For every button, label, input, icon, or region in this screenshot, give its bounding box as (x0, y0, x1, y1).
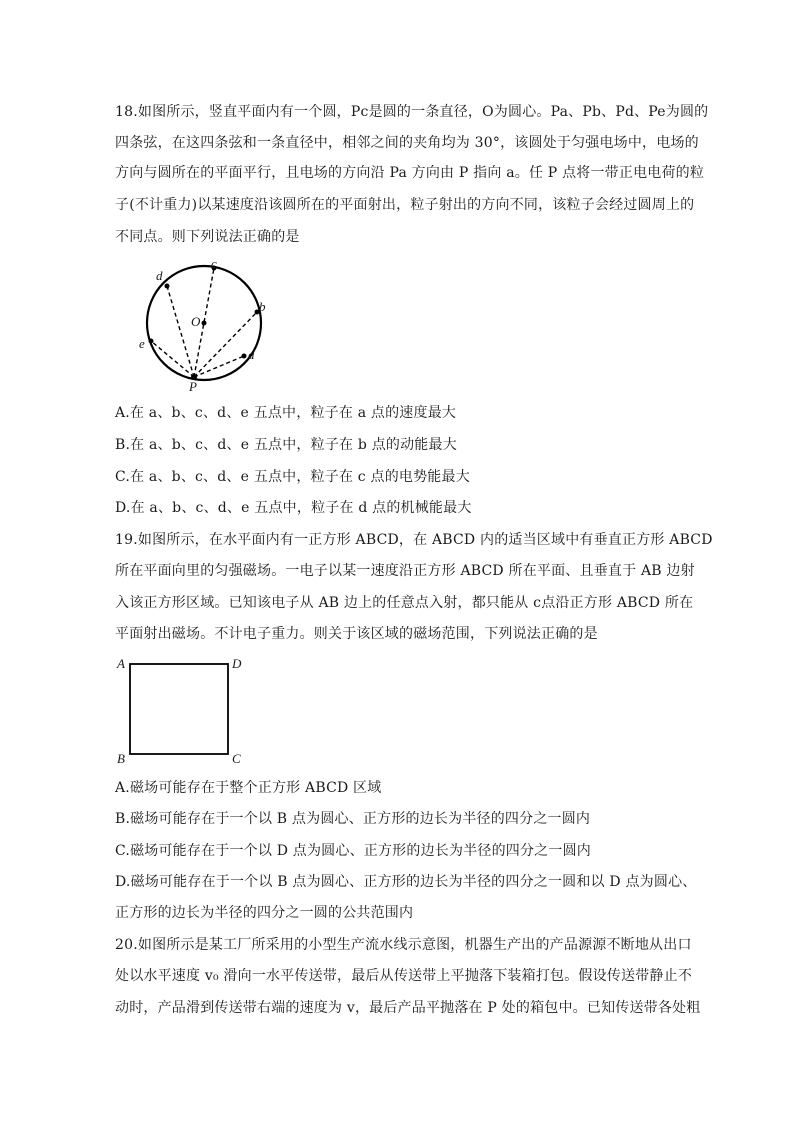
q20-stem-line-1: 20.如图所示是某工厂所采用的小型生产流水线示意图，机器生产出的产品源源不断地从出口 (115, 937, 692, 953)
q19-option-d: D.磁场可能存在于一个以 B 点为圆心、正方形的边长为半径的四分之一圆和以 D 点为圆心、 (115, 874, 697, 890)
q18-stem-line-1: 18.如图所示，竖直平面内有一个圆，Pc是圆的一条直径，O为圆心。Pa、Pb、Pd、Pe为圆的 (115, 104, 709, 120)
q18-label-b: b (259, 299, 266, 314)
q19-label-d: D (232, 656, 242, 671)
q19-stem-line-4: 平面射出磁场。不计电子重力。则关于该区域的磁场范围，下列说法正确的是 (115, 626, 598, 642)
q18-label-a: a (248, 347, 255, 362)
q18-stem-line-2: 四条弦，在这四条弦和一条直径中，相邻之间的夹角均为 30°，该圆处于匀强电场中，电场的 (115, 135, 699, 151)
q18-label-p: P (189, 379, 197, 394)
q19-option-b: B.磁场可能存在于一个以 B 点为圆心、正方形的边长为半径的四分之一圆内 (115, 811, 591, 827)
q19-square-figure (128, 662, 232, 758)
q18-option-a: A.在 a、b、c、d、e 五点中，粒子在 a 点的速度最大 (115, 405, 457, 421)
q18-option-b: B.在 a、b、c、d、e 五点中，粒子在 b 点的动能最大 (115, 437, 457, 453)
q18-label-d: d (156, 268, 163, 283)
q18-label-e: e (139, 336, 145, 351)
q18-point-e (149, 339, 154, 344)
q18-stem-line-3: 方向与圆所在的平面平行，且电场的方向沿 Pa 方向由 P 指向 a。任 P 点将一带正电电荷的粒 (115, 165, 705, 181)
q20-stem-line-3: 动时，产品滑到传送带右端的速度为 v，最后产品平抛落在 P 处的箱包中。已知传送带各处粗 (115, 1000, 701, 1016)
q18-point-o (202, 321, 207, 326)
q19-stem-line-2: 所在平面向里的匀强磁场。一电子以某一速度沿正方形 ABCD 所在平面、且垂直于 AB 边射 (115, 563, 695, 579)
q19-option-a: A.磁场可能存在于整个正方形 ABCD 区域 (115, 780, 382, 796)
q18-chord-pd (167, 286, 194, 377)
q18-chord-pa (194, 356, 244, 377)
q19-label-c: C (232, 751, 241, 766)
q19-stem-line-3: 入该正方形区域。已知该电子从 AB 边上的任意点入射，都只能从 c点沿正方形 ABCD 所在 (115, 595, 694, 611)
q19-label-a: A (117, 656, 125, 671)
q19-option-c: C.磁场可能存在于一个以 D 点为圆心、正方形的边长为半径的四分之一圆内 (115, 843, 591, 859)
q18-label-o: O (191, 314, 201, 329)
q19-option-d-continued: 正方形的边长为半径的四分之一圆的公共范围内 (115, 905, 414, 921)
q19-square (130, 664, 228, 754)
q18-point-a (242, 354, 247, 359)
q18-option-c: C.在 a、b、c、d、e 五点中，粒子在 c 点的电势能最大 (115, 469, 470, 485)
q18-option-d: D.在 a、b、c、d、e 五点中，粒子在 d 点的机械能最大 (115, 500, 472, 516)
q18-label-c: c (211, 256, 217, 271)
q19-stem-line-1: 19.如图所示，在水平面内有一正方形 ABCD，在 ABCD 内的适当区域中有垂直正方形 ABCD (115, 532, 713, 548)
q18-stem-line-4: 子(不计重力)以某速度沿该圆所在的平面射出，粒子射出的方向不同，该粒子会经过圆周上的 (115, 197, 695, 213)
q20-stem-line-2: 处以水平速度 v₀ 滑向一水平传送带，最后从传送带上平抛落下装箱打包。假设传送带静止不 (115, 968, 693, 984)
q18-stem-line-5: 不同点。则下列说法正确的是 (115, 229, 300, 245)
q18-point-d (165, 284, 170, 289)
q19-label-b: B (117, 751, 125, 766)
